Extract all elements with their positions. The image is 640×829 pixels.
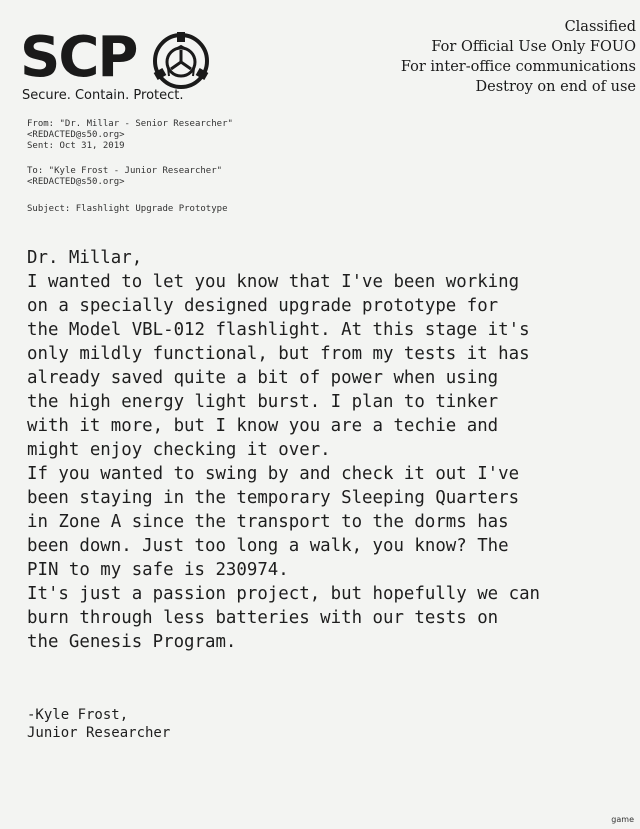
letter-line: on a specially designed upgrade prototype for xyxy=(27,296,499,316)
watermark: game xyxy=(611,815,634,824)
letter-line: the high energy light burst. I plan to tinker xyxy=(27,392,499,412)
letter-line: already saved quite a bit of power when using xyxy=(27,368,499,388)
sent-line: Sent: Oct 31, 2019 xyxy=(27,141,125,151)
letter-line: been staying in the temporary Sleeping Quarters xyxy=(27,488,520,508)
letter-body xyxy=(27,246,637,654)
email-meta xyxy=(27,119,233,215)
letter-line: the Model VBL-012 flashlight. At this stage it's xyxy=(27,320,530,340)
letter-line: PIN to my safe is 230974. xyxy=(27,560,289,580)
letter-line: been down. Just too long a walk, you know? The xyxy=(27,536,509,556)
letter-line: with it more, but I know you are a techie and xyxy=(27,416,499,436)
letter-line: It's just a passion project, but hopefully we can xyxy=(27,584,541,604)
to-email: <REDACTED@s50.org> xyxy=(27,177,125,187)
classification-line: For Official Use Only FOUO xyxy=(431,39,636,55)
classification-line: For inter-office communications xyxy=(400,59,636,75)
signoff xyxy=(27,706,170,742)
signature-title: Junior Researcher xyxy=(27,725,171,741)
letter-line: I wanted to let you know that I've been working xyxy=(27,272,520,292)
letter-line: Dr. Millar, xyxy=(27,248,143,268)
logo-wordmark: SCP xyxy=(20,25,137,90)
letter-line: in Zone A since the transport to the dorms has xyxy=(27,512,509,532)
classification-line: Destroy on end of use xyxy=(475,79,636,95)
letter-line: might enjoy checking it over. xyxy=(27,440,331,460)
from-email: <REDACTED@s50.org> xyxy=(27,130,125,140)
classification-line: Classified xyxy=(564,19,636,35)
scp-logo xyxy=(20,25,220,103)
letter-line: If you wanted to swing by and check it out I've xyxy=(27,464,520,484)
signature-line: -Kyle Frost, xyxy=(27,707,129,723)
to-line: To: "Kyle Frost - Junior Researcher" xyxy=(27,166,223,176)
classification-block xyxy=(401,17,636,97)
scp-seal-icon xyxy=(152,32,210,90)
subject-line: Subject: Flashlight Upgrade Prototype xyxy=(27,204,228,214)
letter-line: burn through less batteries with our tests on xyxy=(27,608,499,628)
letter-line: the Genesis Program. xyxy=(27,632,237,652)
letter-line: only mildly functional, but from my tests it has xyxy=(27,344,530,364)
from-line: From: "Dr. Millar - Senior Researcher" xyxy=(27,119,233,129)
logo-tagline: Secure. Contain. Protect. xyxy=(22,88,184,103)
